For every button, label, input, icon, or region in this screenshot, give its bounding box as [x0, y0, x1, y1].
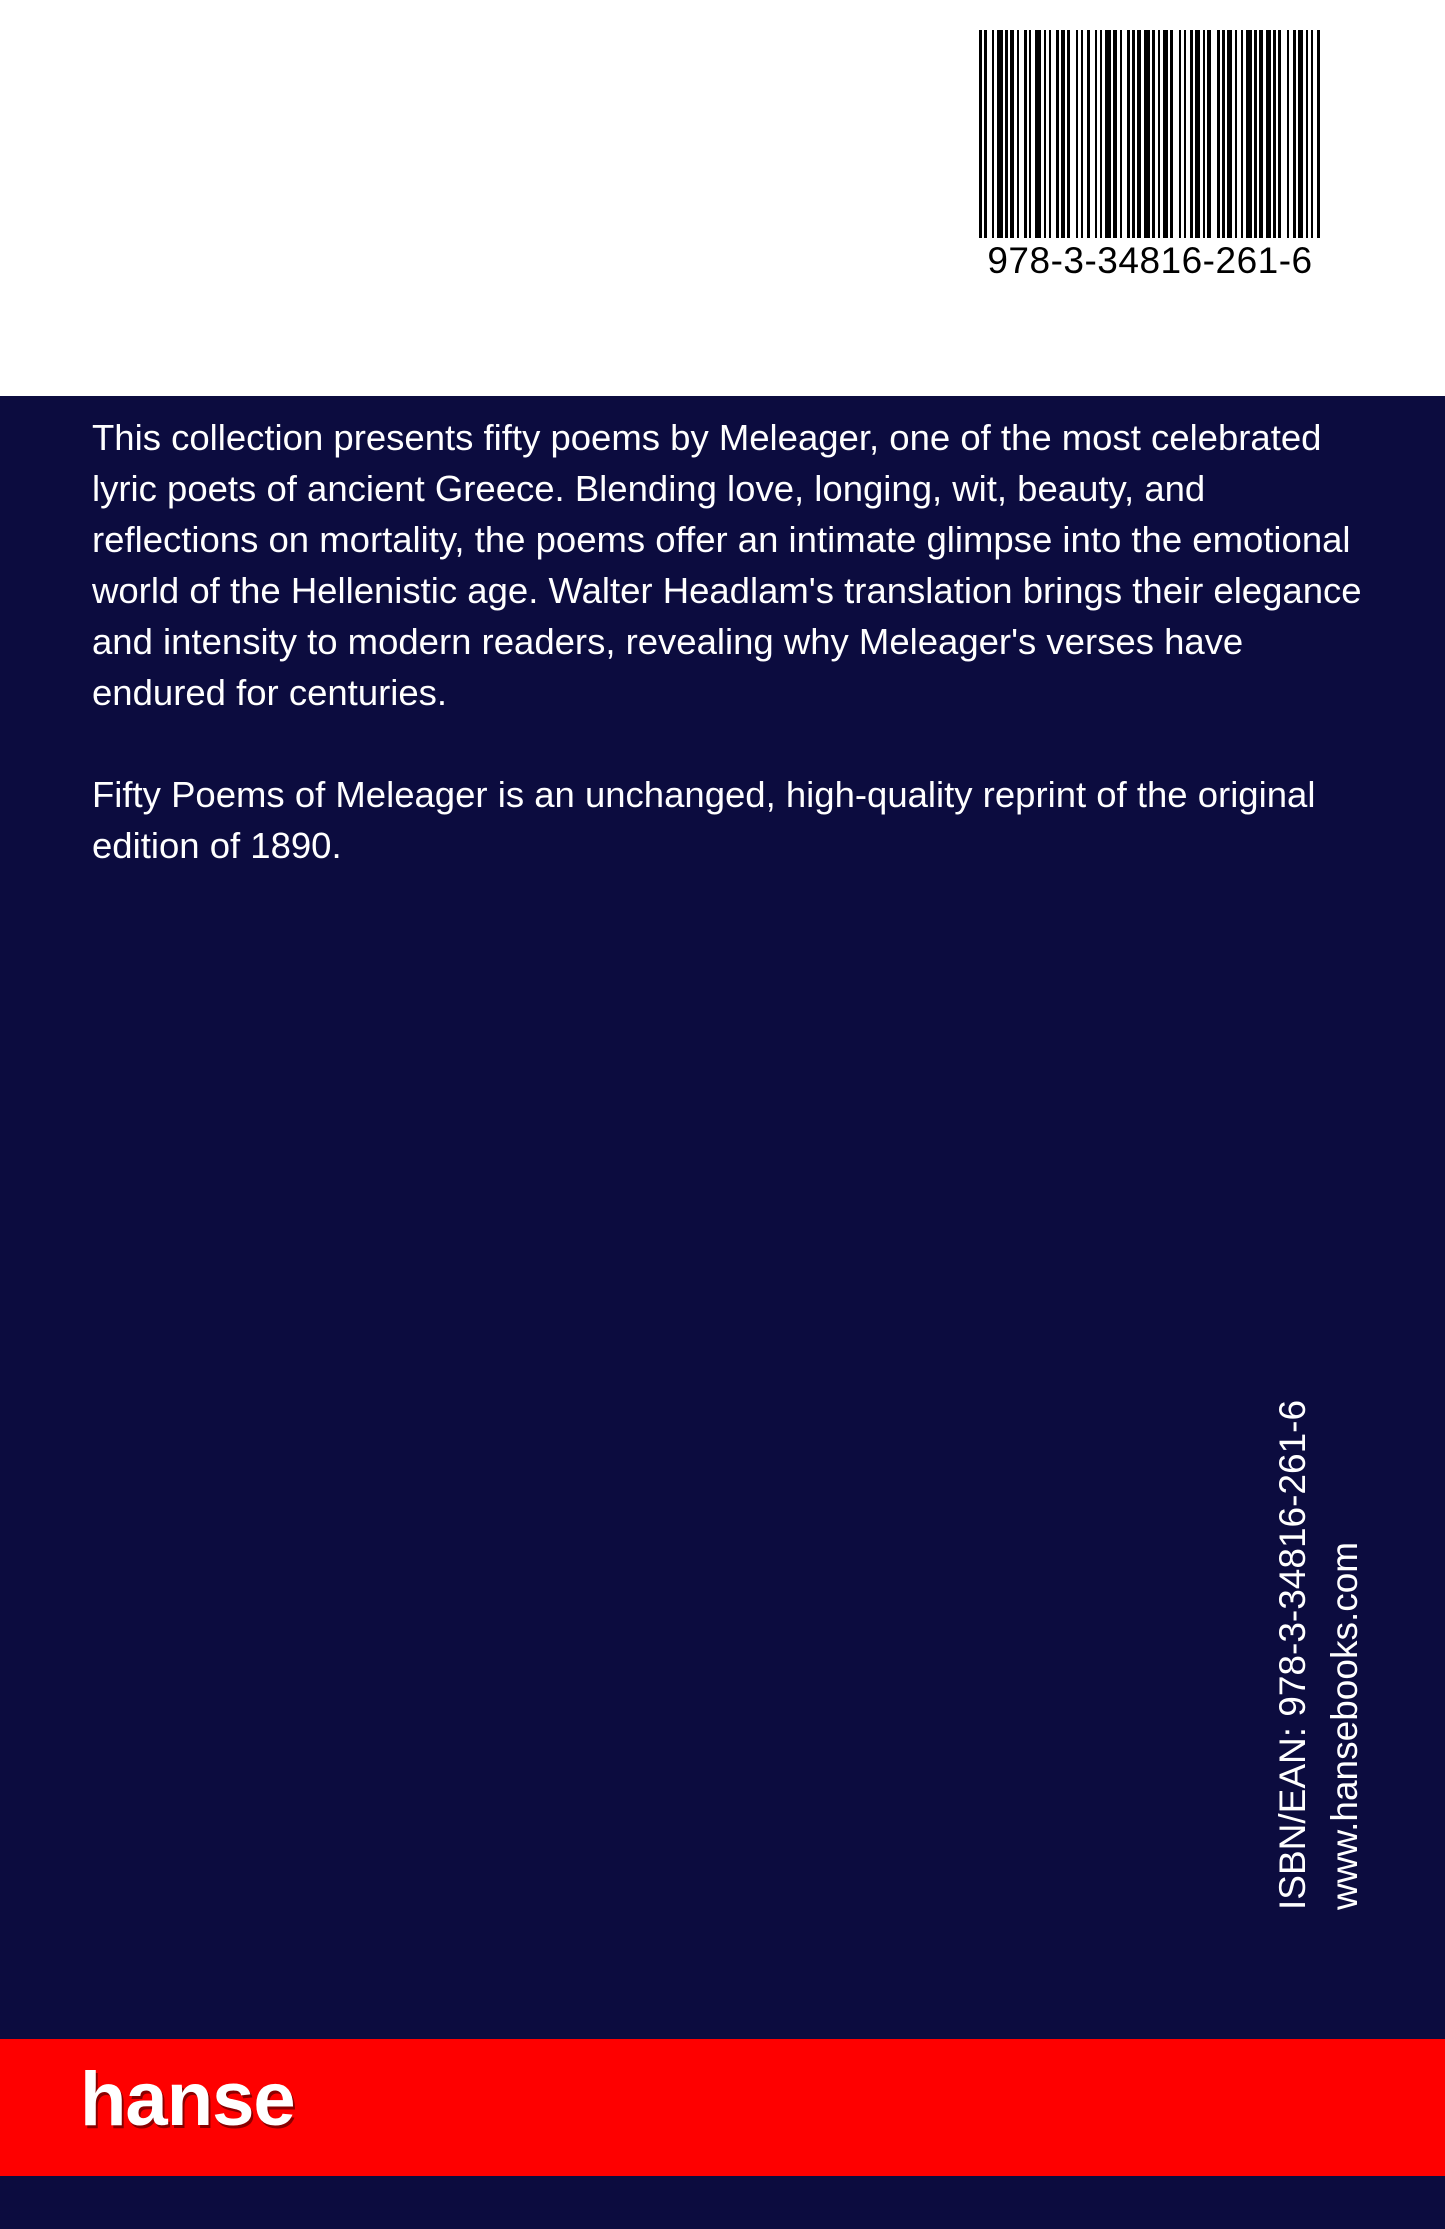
book-description [92, 412, 1362, 922]
hanse-logo: hanse [80, 2057, 295, 2142]
bottom-strip [0, 2176, 1445, 2229]
reprint-note: Fifty Poems of Meleager is an unchanged, high-quality reprint of the original edition of 1890. [92, 774, 1316, 866]
website-text: www.hansebooks.com [1324, 1541, 1365, 1910]
barcode-area [0, 0, 1445, 396]
isbn-text: ISBN/EAN: 978-3-34816-261-6 [1272, 1399, 1313, 1910]
description-paragraph: This collection presents fifty poems by Meleager, one of the most celebrated lyric poets of ancient Greece. Blending love, longing, wit, beauty, and reflections on mortality, the poems offer an intimate glimpse into the emotional world of the Hellenistic age. Walter Headlam's translation brings their elegance and intensity to modern readers, revealing why Meleager's verses have endured for centuries. [92, 417, 1362, 713]
barcode-image [979, 30, 1325, 238]
vertical-info [1267, 1400, 1371, 1910]
barcode-number: 978-3-34816-261-6 [987, 240, 1313, 281]
